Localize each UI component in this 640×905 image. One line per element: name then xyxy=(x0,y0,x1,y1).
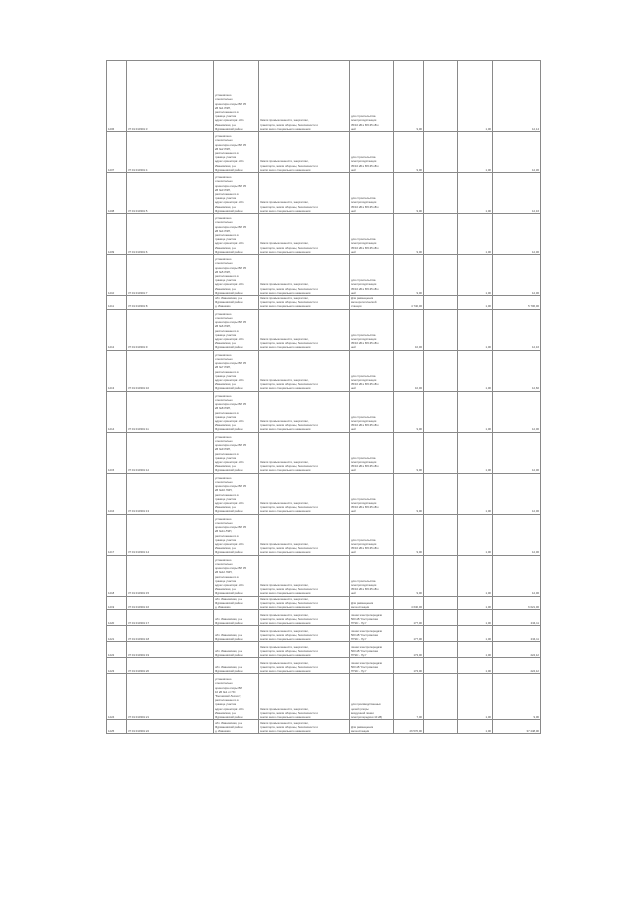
address-cell: установлено относительно ориентира опоры ВЛ 35 кВ №7 ЛЭП, расположенного в границе участка адрес ориентира: обл. Ивановская, р-н Фурмановский район xyxy=(214,350,259,391)
row-number-cell: 1214 xyxy=(107,391,127,432)
table-row xyxy=(107,658,541,674)
row-number-cell: 1220 xyxy=(107,610,127,626)
land-category-cell: Земли промышленности, энергетики, транспорта, земли обороны, безопасности и земли иного специального назначения xyxy=(259,473,350,514)
permitted-use-cell: линии электропередачи 500 кВ "Костромская ГРЭС - Луч" xyxy=(350,626,394,642)
cadastral-value-cell: 234,11 xyxy=(493,626,541,642)
row-number-cell: 1215 xyxy=(107,432,127,473)
land-category-cell: Земли промышленности, энергетики, транспорта, земли обороны, безопасности и земли иного специального назначения xyxy=(259,555,350,596)
coefficient-cell: 1,00 xyxy=(458,309,493,350)
address-cell: установлено относительно ориентира опоры ВЛ 10 кВ №1 от ПС "Беловский Лесхоз", расположенного в границе участка адрес ориентира: обл. Ивановская, р-н Фурмановский район xyxy=(214,674,259,720)
value-cell xyxy=(424,674,458,720)
table-row xyxy=(107,391,541,432)
cadastral-number-cell: 37:01:010301:14 xyxy=(127,514,214,555)
land-category-cell: Земли промышленности, энергетики, транспорта, земли обороны, безопасности и земли иного специального назначения xyxy=(259,255,350,296)
address-cell: установлено относительно ориентира опоры ВЛ 35 кВ №1 ЛЭП, расположенного в границе участка адрес ориентира: обл. Ивановская, р-н Фурмановский район xyxy=(214,61,259,132)
coefficient-cell: 1,00 xyxy=(458,626,493,642)
land-plots-table xyxy=(106,60,541,734)
coefficient-cell: 1,00 xyxy=(458,658,493,674)
row-number-cell: 1222 xyxy=(107,642,127,658)
permitted-use-cell: Для размещения метеорологической станции xyxy=(350,296,394,310)
land-category-cell: Земли промышленности, энергетики, транспорта, земли обороны, безопасности и земли иного специального назначения xyxy=(259,674,350,720)
value-cell xyxy=(424,555,458,596)
permitted-use-cell: для строительства электроподстанции 35/10 кВ и ВЛ-35 кВ к ней xyxy=(350,173,394,214)
table-row xyxy=(107,432,541,473)
value-cell xyxy=(424,596,458,610)
area-cell: 173,00 xyxy=(394,642,424,658)
area-cell: 9,00 xyxy=(394,391,424,432)
cadastral-value-cell: 224,12 xyxy=(493,642,541,658)
cadastral-number-cell: 37:01:010301:18 xyxy=(127,626,214,642)
table-row xyxy=(107,309,541,350)
area-cell: 9,00 xyxy=(394,473,424,514)
cadastral-value-cell: 9,06 xyxy=(493,674,541,720)
table-row xyxy=(107,610,541,626)
cadastral-number-cell: 37:01:010301:22 xyxy=(127,720,214,734)
land-category-cell: Земли промышленности, энергетики, транспорта, земли обороны, безопасности и земли иного специального назначения xyxy=(259,296,350,310)
table-row xyxy=(107,674,541,720)
permitted-use-cell: для строительства электроподстанции 35/10 кВ и ВЛ-35 кВ к ней xyxy=(350,214,394,255)
area-cell: 4 740,00 xyxy=(394,296,424,310)
land-category-cell: Земли промышленности, энергетики, транспорта, земли обороны, безопасности и земли иного специального назначения xyxy=(259,658,350,674)
value-cell xyxy=(424,720,458,734)
cadastral-number-cell: 37:01:010301:17 xyxy=(127,610,214,626)
cadastral-number-cell: 37:01:010301:3 xyxy=(127,61,214,132)
land-category-cell: Земли промышленности, энергетики, транспорта, земли обороны, безопасности и земли иного специального назначения xyxy=(259,61,350,132)
cadastral-value-cell: 12,16 xyxy=(493,173,541,214)
cadastral-value-cell: 12,00 xyxy=(493,432,541,473)
coefficient-cell: 1,00 xyxy=(458,555,493,596)
coefficient-cell: 1,00 xyxy=(458,514,493,555)
cadastral-number-cell: 37:01:010301:7 xyxy=(127,255,214,296)
value-cell xyxy=(424,173,458,214)
row-number-cell: 1212 xyxy=(107,309,127,350)
cadastral-value-cell: 12,00 xyxy=(493,391,541,432)
table-row xyxy=(107,626,541,642)
address-cell: обл. Ивановская, р-н Фурмановский район xyxy=(214,642,259,658)
area-cell: 10,00 xyxy=(394,350,424,391)
table-row xyxy=(107,296,541,310)
row-number-cell: 1223 xyxy=(107,658,127,674)
cadastral-value-cell: 234,11 xyxy=(493,610,541,626)
cadastral-number-cell: 37:01:010301:20 xyxy=(127,658,214,674)
cadastral-value-cell: 12,00 xyxy=(493,514,541,555)
table-row xyxy=(107,642,541,658)
table-row xyxy=(107,514,541,555)
permitted-use-cell: для строительства электроподстанции 35/10 кВ и ВЛ-35 кВ к ней xyxy=(350,350,394,391)
address-cell: установлено относительно ориентира опоры ВЛ 35 кВ №4 ЛЭП, расположенного в границе участка адрес ориентира: обл. Ивановская, р-н Фурмановский район xyxy=(214,214,259,255)
table-body xyxy=(107,61,541,734)
value-cell xyxy=(424,626,458,642)
cadastral-number-cell: 37:01:010301:16 xyxy=(127,596,214,610)
row-number-cell: 1208 xyxy=(107,173,127,214)
permitted-use-cell: для строительства электроподстанции 35/10 кВ и ВЛ-35 кВ к ней xyxy=(350,473,394,514)
area-cell: 9,00 xyxy=(394,132,424,173)
coefficient-cell: 1,00 xyxy=(458,255,493,296)
address-cell: установлено относительно ориентира опоры ВЛ 35 кВ №12 ЛЭП, расположенного в границе участка адрес ориентира: обл. Ивановская, р-н Фурмановский район xyxy=(214,555,259,596)
address-cell: установлено относительно ориентира опоры ВЛ 35 кВ №10 ЛЭП, расположенного в границе участка адрес ориентира: обл. Ивановская, р-н Фурмановский район xyxy=(214,473,259,514)
cadastral-number-cell: 37:01:010301:6 xyxy=(127,214,214,255)
cadastral-number-cell: 37:01:010301:11 xyxy=(127,391,214,432)
cadastral-value-cell: 12,30 xyxy=(493,132,541,173)
address-cell: установлено относительно ориентира опоры ВЛ 35 кВ №9 ЛЭП, расположенного в границе участка адрес ориентира: обл. Ивановская, р-н Фурмановский район xyxy=(214,432,259,473)
address-cell: обл. Ивановская, р-н Фурмановский район д. Иванково xyxy=(214,720,259,734)
permitted-use-cell: для строительства электроподстанции 35/10 кВ и ВЛ-35 кВ к ней xyxy=(350,514,394,555)
value-cell xyxy=(424,610,458,626)
row-number-cell: 1206 xyxy=(107,61,127,132)
value-cell xyxy=(424,350,458,391)
permitted-use-cell: для строительства электроподстанции 35/10 кВ и ВЛ-35 кВ к ней xyxy=(350,132,394,173)
coefficient-cell: 1,00 xyxy=(458,642,493,658)
land-category-cell: Земли промышленности, энергетики, транспорта, земли обороны, безопасности и земли иного специального назначения xyxy=(259,642,350,658)
cadastral-value-cell: 12,00 xyxy=(493,214,541,255)
cadastral-value-cell: 12,60 xyxy=(493,350,541,391)
table-row xyxy=(107,214,541,255)
permitted-use-cell: для строительства электроподстанции 35/10 кВ и ВЛ-35 кВ к ней xyxy=(350,432,394,473)
cadastral-value-cell: 12,00 xyxy=(493,255,541,296)
address-cell: обл. Ивановская, р-н Фурмановский район xyxy=(214,610,259,626)
permitted-use-cell: Для размещения метеостанции xyxy=(350,596,394,610)
coefficient-cell: 1,00 xyxy=(458,61,493,132)
value-cell xyxy=(424,658,458,674)
permitted-use-cell: Для размещения метеостанции xyxy=(350,720,394,734)
address-cell: установлено относительно ориентира опоры ВЛ 35 кВ №6 ЛЭП, расположенного в границе участка адрес ориентира: обл. Ивановская, р-н Фурмановский район xyxy=(214,309,259,350)
cadastral-value-cell: 5 706,00 xyxy=(493,296,541,310)
permitted-use-cell: линии электропередачи 500 кВ "Костромская ГРЭС - Луч" xyxy=(350,642,394,658)
table-row xyxy=(107,255,541,296)
row-number-cell: 1219 xyxy=(107,596,127,610)
area-cell: 177,00 xyxy=(394,610,424,626)
area-cell: 173,00 xyxy=(394,658,424,674)
address-cell: установлено относительно ориентира опоры ВЛ 35 кВ №11 ЛЭП, расположенного в границе участка адрес ориентира: обл. Ивановская, р-н Фурмановский район xyxy=(214,514,259,555)
cadastral-number-cell: 37:01:010301:15 xyxy=(127,555,214,596)
cadastral-number-cell: 37:01:010301:5 xyxy=(127,173,214,214)
row-number-cell: 1216 xyxy=(107,473,127,514)
row-number-cell: 1217 xyxy=(107,514,127,555)
coefficient-cell: 1,00 xyxy=(458,350,493,391)
value-cell xyxy=(424,473,458,514)
value-cell xyxy=(424,391,458,432)
area-cell: 9,00 xyxy=(394,214,424,255)
area-cell: 26 570,00 xyxy=(394,720,424,734)
coefficient-cell: 1,00 xyxy=(458,296,493,310)
address-cell: установлено относительно ориентира опоры ВЛ 35 кВ №5 ЛЭП, расположенного в границе участка адрес ориентира: обл. Ивановская, р-н Фурмановский район xyxy=(214,255,259,296)
area-cell: 4 640,00 xyxy=(394,596,424,610)
coefficient-cell: 1,00 xyxy=(458,596,493,610)
cadastral-number-cell: 37:01:010301:13 xyxy=(127,473,214,514)
coefficient-cell: 1,00 xyxy=(458,173,493,214)
coefficient-cell: 1,00 xyxy=(458,473,493,514)
area-cell: 9,00 xyxy=(394,255,424,296)
table-row xyxy=(107,555,541,596)
area-cell: 9,00 xyxy=(394,173,424,214)
row-number-cell: 1210 xyxy=(107,255,127,296)
cadastral-value-cell: 37 448,00 xyxy=(493,720,541,734)
row-number-cell: 1213 xyxy=(107,350,127,391)
cadastral-number-cell: 37:01:010301:21 xyxy=(127,674,214,720)
cadastral-number-cell: 37:01:010301:9 xyxy=(127,309,214,350)
value-cell xyxy=(424,132,458,173)
land-category-cell: Земли промышленности, энергетики, транспорта, земли обороны, безопасности и земли иного специального назначения xyxy=(259,596,350,610)
table-row xyxy=(107,473,541,514)
land-category-cell: Земли промышленности, энергетики, транспорта, земли обороны, безопасности и земли иного специального назначения xyxy=(259,173,350,214)
row-number-cell: 1224 xyxy=(107,674,127,720)
permitted-use-cell: для производственных целей (опоры воздушной линии электропередачи 10 кВ) xyxy=(350,674,394,720)
table-row xyxy=(107,350,541,391)
cadastral-value-cell: 12,00 xyxy=(493,555,541,596)
coefficient-cell: 1,00 xyxy=(458,132,493,173)
land-category-cell: Земли промышленности, энергетики, транспорта, земли обороны, безопасности и земли иного специального назначения xyxy=(259,214,350,255)
table-row xyxy=(107,132,541,173)
cadastral-value-cell: 12,00 xyxy=(493,473,541,514)
cadastral-value-cell: 12,16 xyxy=(493,309,541,350)
land-category-cell: Земли промышленности, энергетики, транспорта, земли обороны, безопасности и земли иного специального назначения xyxy=(259,626,350,642)
permitted-use-cell: для строительства электроподстанции 35/10 кВ и ВЛ-35 кВ к ней xyxy=(350,555,394,596)
cadastral-value-cell: 224,12 xyxy=(493,658,541,674)
area-cell: 9,00 xyxy=(394,61,424,132)
permitted-use-cell: для строительства электроподстанции 35/10 кВ и ВЛ-35 кВ к ней xyxy=(350,309,394,350)
coefficient-cell: 1,00 xyxy=(458,214,493,255)
land-category-cell: Земли промышленности, энергетики, транспорта, земли обороны, безопасности и земли иного специального назначения xyxy=(259,350,350,391)
cadastral-number-cell: 37:01:010301:4 xyxy=(127,132,214,173)
cadastral-number-cell: 37:01:010301:10 xyxy=(127,350,214,391)
land-category-cell: Земли промышленности, энергетики, транспорта, земли обороны, безопасности и земли иного специального назначения xyxy=(259,391,350,432)
permitted-use-cell: для строительства электроподстанции 35/10 кВ и ВЛ-35 кВ к ней xyxy=(350,391,394,432)
address-cell: установлено относительно ориентира опоры ВЛ 35 кВ №8 ЛЭП, расположенного в границе участка адрес ориентира: обл. Ивановская, р-н Фурмановский район xyxy=(214,391,259,432)
row-number-cell: 1221 xyxy=(107,626,127,642)
cadastral-number-cell: 37:01:010301:19 xyxy=(127,642,214,658)
area-cell: 177,00 xyxy=(394,626,424,642)
value-cell xyxy=(424,514,458,555)
land-category-cell: Земли промышленности, энергетики, транспорта, земли обороны, безопасности и земли иного специального назначения xyxy=(259,309,350,350)
coefficient-cell: 1,00 xyxy=(458,391,493,432)
cadastral-number-cell: 37:01:010301:12 xyxy=(127,432,214,473)
table-row xyxy=(107,596,541,610)
cadastral-number-cell: 37:01:010301:8 xyxy=(127,296,214,310)
table-row xyxy=(107,61,541,132)
area-cell: 9,00 xyxy=(394,555,424,596)
address-cell: обл. Ивановская, р-н Фурмановский район д. Иванково xyxy=(214,596,259,610)
area-cell: 7,00 xyxy=(394,674,424,720)
address-cell: установлено относительно ориентира опоры ВЛ 35 кВ №2 ЛЭП, расположенного в границе участка адрес ориентира: обл. Ивановская, р-н Фурмановский район xyxy=(214,132,259,173)
table-row xyxy=(107,720,541,734)
row-number-cell: 1211 xyxy=(107,296,127,310)
permitted-use-cell: для строительства электроподстанции 35/10 кВ и ВЛ-35 кВ к ней xyxy=(350,61,394,132)
address-cell: обл. Ивановская, р-н Фурмановский район xyxy=(214,626,259,642)
area-cell: 9,00 xyxy=(394,514,424,555)
value-cell xyxy=(424,309,458,350)
land-category-cell: Земли промышленности, энергетики, транспорта, земли обороны, безопасности и земли иного специального назначения xyxy=(259,720,350,734)
coefficient-cell: 1,00 xyxy=(458,432,493,473)
coefficient-cell: 1,00 xyxy=(458,610,493,626)
land-category-cell: Земли промышленности, энергетики, транспорта, земли обороны, безопасности и земли иного специального назначения xyxy=(259,132,350,173)
address-cell: обл. Ивановская, р-н Фурмановский район д. Иванково xyxy=(214,296,259,310)
table-row xyxy=(107,173,541,214)
coefficient-cell: 1,00 xyxy=(458,720,493,734)
value-cell xyxy=(424,432,458,473)
address-cell: обл. Ивановская, р-н Фурмановский район xyxy=(214,658,259,674)
permitted-use-cell: линии электропередачи 500 кВ "Костромская ГРЭС - Луч" xyxy=(350,658,394,674)
area-cell: 9,00 xyxy=(394,432,424,473)
value-cell xyxy=(424,255,458,296)
permitted-use-cell: линии электропередачи 500 кВ "Костромская ГРЭС - Луч" xyxy=(350,610,394,626)
area-cell: 10,00 xyxy=(394,309,424,350)
row-number-cell: 1207 xyxy=(107,132,127,173)
cadastral-value-cell: 6 021,00 xyxy=(493,596,541,610)
row-number-cell: 1225 xyxy=(107,720,127,734)
land-category-cell: Земли промышленности, энергетики, транспорта, земли обороны, безопасности и земли иного специального назначения xyxy=(259,610,350,626)
value-cell xyxy=(424,61,458,132)
value-cell xyxy=(424,296,458,310)
document-page xyxy=(106,60,540,734)
cadastral-value-cell: 12,14 xyxy=(493,61,541,132)
land-category-cell: Земли промышленности, энергетики, транспорта, земли обороны, безопасности и земли иного специального назначения xyxy=(259,514,350,555)
coefficient-cell: 1,00 xyxy=(458,674,493,720)
row-number-cell: 1218 xyxy=(107,555,127,596)
value-cell xyxy=(424,214,458,255)
address-cell: установлено относительно ориентира опоры ВЛ 35 кВ №3 ЛЭП, расположенного в границе участка адрес ориентира: обл. Ивановская, р-н Фурмановский район xyxy=(214,173,259,214)
value-cell xyxy=(424,642,458,658)
permitted-use-cell: для строительства электроподстанции 35/10 кВ и ВЛ-35 кВ к ней xyxy=(350,255,394,296)
land-category-cell: Земли промышленности, энергетики, транспорта, земли обороны, безопасности и земли иного специального назначения xyxy=(259,432,350,473)
row-number-cell: 1209 xyxy=(107,214,127,255)
